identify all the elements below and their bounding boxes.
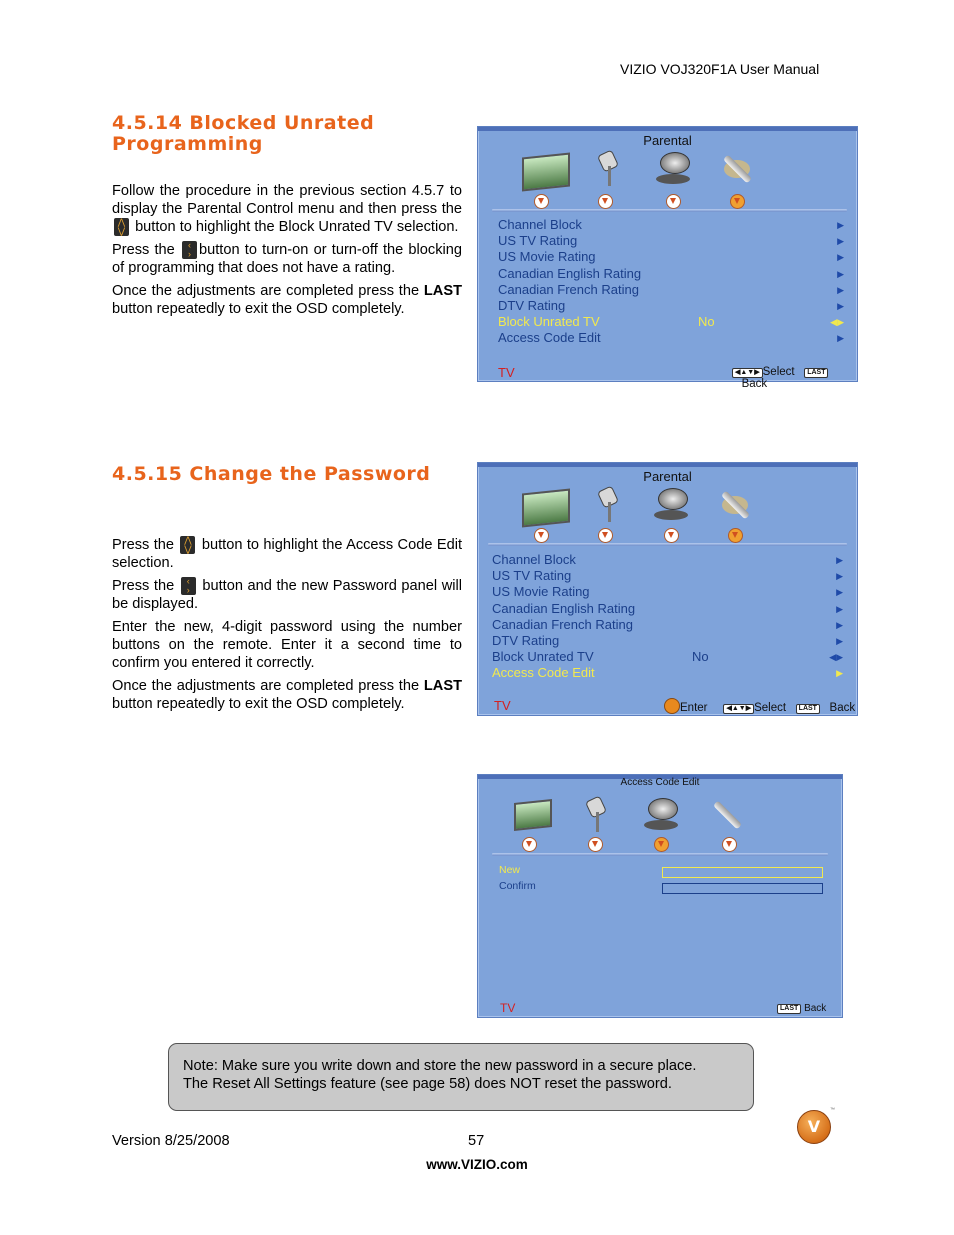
back-hint: Back — [829, 702, 856, 714]
menu-item-dtv-rating[interactable] — [498, 298, 844, 314]
arrow-left-right-icon: ◀▶ — [830, 317, 844, 328]
arrow-right-icon: ▶ — [836, 635, 843, 646]
note-line: The Reset All Settings feature (see page 58) does NOT reset the password. — [183, 1076, 672, 1092]
menu-item-us-tv-rating[interactable] — [492, 568, 843, 584]
section-body-change-password — [112, 536, 462, 718]
input-source-label: TV — [500, 1001, 516, 1015]
menu-item-us-movie-rating[interactable] — [498, 249, 844, 265]
last-key-label: LAST — [423, 283, 462, 299]
note-box — [168, 1043, 754, 1111]
menu-item-block-unrated-tv[interactable] — [492, 649, 843, 665]
menu-item-canadian-french-rating[interactable] — [492, 617, 843, 633]
nav-arrows-icon: ◀▲▼▶ — [732, 368, 763, 378]
select-hint: Select — [754, 702, 787, 714]
chevron-down-icon[interactable] — [664, 528, 679, 543]
wrench-settings-icon — [720, 152, 754, 186]
wrench-settings-icon — [710, 798, 744, 832]
chevron-down-icon[interactable] — [534, 194, 549, 209]
osd-title: Access Code Edit — [620, 777, 700, 788]
audio-microphone-icon — [594, 488, 620, 522]
arrow-right-icon: ▶ — [836, 668, 843, 679]
section-title-change-password: 4.5.15 Change the Password — [112, 463, 431, 485]
arrow-right-icon: ▶ — [836, 603, 843, 614]
trademark-icon: ™ — [830, 1107, 835, 1113]
arrow-right-icon: ▶ — [837, 284, 844, 295]
chevron-down-icon[interactable] — [588, 837, 603, 852]
text: Press the — [112, 537, 175, 553]
select-hint: Select — [762, 366, 795, 378]
menu-item-canadian-english-rating[interactable] — [492, 601, 843, 617]
paragraph — [112, 577, 462, 613]
menu-item-us-movie-rating[interactable] — [492, 584, 843, 600]
arrow-right-icon: ▶ — [837, 252, 844, 263]
satellite-dish-icon — [654, 488, 688, 522]
audio-microphone-icon — [594, 152, 620, 186]
menu-item-label: Canadian English Rating — [498, 265, 642, 281]
paragraph — [112, 536, 462, 572]
last-key-icon: LAST — [796, 704, 820, 714]
arrow-right-icon: ▶ — [836, 587, 843, 598]
menu-item-canadian-french-rating[interactable] — [498, 282, 844, 298]
arrow-right-icon: ▶ — [837, 300, 844, 311]
arrow-right-icon: ▶ — [836, 619, 843, 630]
osd-menu-list — [492, 552, 843, 682]
wrench-settings-icon — [718, 488, 752, 522]
menu-item-value: No — [698, 314, 715, 330]
menu-item-label: Canadian French Rating — [492, 616, 633, 632]
footer-hints — [664, 698, 855, 714]
osd-access-code-edit — [477, 774, 843, 1018]
footer-hints — [777, 1003, 826, 1014]
last-key-icon: LAST — [777, 1004, 801, 1014]
paragraph: Enter the new, 4-digit password using the number buttons on the remote. Enter it a second time to confirm you entered it correctly. — [112, 619, 462, 671]
paragraph — [112, 241, 462, 277]
arrow-right-icon: ▶ — [837, 236, 844, 247]
page-header: VIZIO VOJ320F1A User Manual — [620, 61, 820, 77]
arrow-left-right-icon: ◀▶ — [829, 652, 843, 663]
confirm-code-input[interactable] — [662, 883, 823, 894]
chevron-down-icon[interactable] — [666, 194, 681, 209]
osd-top-bar — [478, 127, 857, 131]
osd-title: Parental — [643, 469, 692, 484]
text: button to highlight the Access Code Edit selection. — [112, 537, 462, 571]
menu-item-label: US TV Rating — [498, 233, 578, 249]
paragraph — [112, 282, 462, 318]
last-key-icon: LAST — [804, 368, 828, 378]
website-link[interactable]: www.VIZIO.com — [426, 1157, 528, 1172]
new-code-input[interactable] — [662, 867, 823, 878]
osd-divider — [492, 853, 828, 856]
osd-parental-menu-access — [477, 462, 858, 716]
osd-divider — [488, 543, 847, 546]
nav-arrows-icon: ◀▲▼▶ — [723, 704, 754, 714]
confirm-code-label: Confirm — [499, 880, 536, 892]
osd-title: Parental — [643, 133, 692, 148]
channel-updown-button-icon: ⋀ ⋁ — [114, 218, 129, 236]
menu-item-block-unrated-tv[interactable] — [498, 314, 844, 330]
audio-microphone-icon — [582, 798, 608, 832]
menu-item-label: US TV Rating — [492, 568, 572, 584]
arrow-right-icon: ▶ — [837, 268, 844, 279]
text: button repeatedly to exit the OSD completely. — [112, 696, 405, 712]
chevron-down-icon-selected[interactable] — [654, 837, 669, 852]
menu-item-label: Block Unrated TV — [498, 314, 600, 330]
menu-item-label: US Movie Rating — [492, 584, 590, 600]
menu-item-label: Canadian French Rating — [498, 281, 639, 297]
arrow-right-icon: ▶ — [837, 333, 844, 344]
satellite-dish-icon — [644, 798, 678, 832]
menu-item-label: DTV Rating — [498, 297, 566, 313]
menu-item-channel-block[interactable] — [498, 217, 844, 233]
menu-item-label: Channel Block — [498, 217, 582, 232]
osd-parental-menu — [477, 126, 858, 390]
tv-picture-icon — [522, 152, 570, 191]
last-key-label: LAST — [423, 678, 462, 694]
chevron-down-icon[interactable] — [534, 528, 549, 543]
text: button to turn-on or turn-off the blocking of programming that does not have a rating. — [112, 242, 462, 276]
osd-divider — [492, 209, 847, 212]
menu-item-channel-block[interactable] — [492, 552, 843, 568]
arrow-right-icon: ▶ — [837, 220, 844, 230]
text: Once the adjustments are completed press the — [112, 678, 420, 694]
volume-button-icon: ‹ › — [181, 577, 196, 595]
tv-picture-icon — [522, 488, 570, 527]
footer-hints — [732, 366, 857, 390]
menu-item-label: Channel Block — [492, 552, 576, 567]
menu-item-access-code-edit[interactable] — [498, 330, 844, 346]
text: button and the new Password panel will be displayed. — [112, 578, 462, 612]
menu-item-us-tv-rating[interactable] — [498, 233, 844, 249]
back-hint: Back — [804, 1003, 827, 1014]
new-code-label: New — [499, 864, 521, 876]
menu-item-label: Canadian English Rating — [492, 600, 636, 616]
text: Press the — [112, 578, 175, 594]
menu-item-label: US Movie Rating — [498, 249, 596, 265]
text: Once the adjustments are completed press the — [112, 283, 420, 299]
input-source-label: TV — [494, 698, 511, 713]
vizio-logo-icon — [797, 1110, 831, 1144]
menu-item-label: Access Code Edit — [498, 330, 601, 346]
text: Press the — [112, 242, 175, 258]
menu-item-value: No — [692, 649, 709, 665]
text: Follow the procedure in the previous section 4.5.7 to display the Parental Control menu and then press the — [112, 183, 462, 217]
paragraph — [112, 182, 462, 236]
arrow-right-icon: ▶ — [836, 555, 843, 565]
section-title-blocked-unrated: 4.5.14 Blocked Unrated Programming — [112, 112, 375, 155]
menu-item-label: Access Code Edit — [492, 665, 595, 681]
menu-item-dtv-rating[interactable] — [492, 633, 843, 649]
chevron-down-icon[interactable] — [598, 194, 613, 209]
section-body-blocked-unrated — [112, 182, 462, 323]
version-label: Version 8/25/2008 — [112, 1133, 230, 1149]
text: button to highlight the Block Unrated TV selection. — [135, 219, 459, 235]
enter-button-icon — [664, 698, 680, 714]
tv-picture-icon — [514, 799, 552, 831]
chevron-down-icon-selected[interactable] — [730, 194, 745, 209]
chevron-down-icon[interactable] — [722, 837, 737, 852]
enter-hint: Enter — [680, 702, 708, 714]
menu-item-access-code-edit[interactable] — [492, 665, 843, 681]
osd-top-bar — [478, 463, 857, 467]
chevron-down-icon[interactable] — [522, 837, 537, 852]
channel-updown-button-icon: ⋀ ⋁ — [180, 536, 195, 554]
note-line: Note: Make sure you write down and store the new password in a secure place. — [183, 1058, 697, 1074]
paragraph — [112, 677, 462, 713]
osd-menu-list — [498, 217, 844, 347]
volume-button-icon: ‹ › — [182, 241, 197, 259]
chevron-down-icon[interactable] — [598, 528, 613, 543]
menu-item-label: DTV Rating — [492, 632, 560, 648]
satellite-dish-icon — [656, 152, 690, 186]
input-source-label: TV — [498, 365, 515, 380]
menu-item-canadian-english-rating[interactable] — [498, 266, 844, 282]
arrow-right-icon: ▶ — [836, 571, 843, 582]
back-hint: Back — [741, 378, 768, 390]
page-number: 57 — [468, 1133, 485, 1149]
menu-item-label: Block Unrated TV — [492, 649, 594, 665]
text: button repeatedly to exit the OSD completely. — [112, 301, 405, 317]
chevron-down-icon-selected[interactable] — [728, 528, 743, 543]
